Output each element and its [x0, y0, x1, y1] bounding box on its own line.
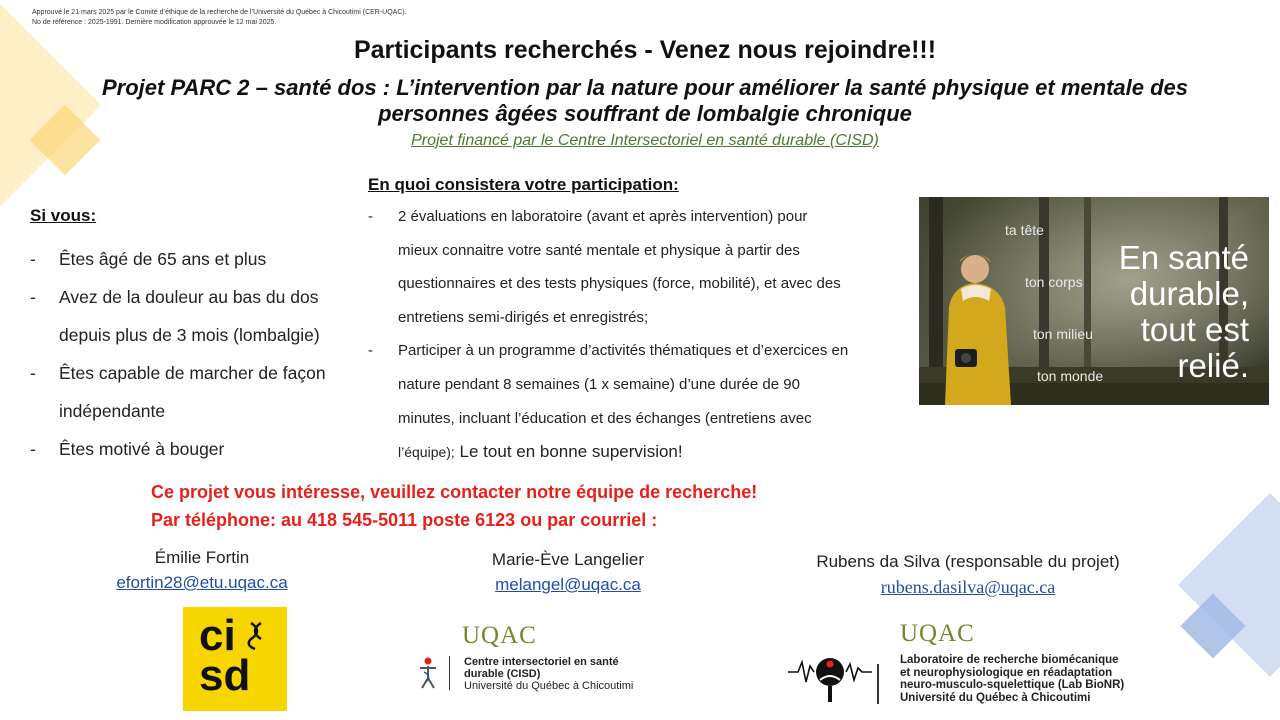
approval-line-1: Approuvé le 21 mars 2025 par le Comité d’éthique de la recherche de l’Université du Québec à Chicoutimi (CER-UQAC).	[32, 9, 407, 16]
dash-bullet: -	[30, 287, 36, 307]
list-item	[368, 435, 918, 470]
list-item-text: Avez de la douleur au bas du dos	[59, 287, 319, 307]
list-item-text: indépendante	[59, 401, 166, 421]
list-item-text: depuis plus de 3 mois (lombalgie)	[59, 325, 320, 345]
cisd-caption-line-1: Centre intersectoriel en santé	[464, 656, 619, 668]
funding-note: Projet financé par le Centre Intersectoriel en santé durable (CISD)	[411, 132, 879, 149]
list-item-text: 2 évaluations en laboratoire (avant et après intervention) pour	[398, 208, 808, 225]
list-item	[368, 234, 918, 268]
photo-slogan-line-1: En santé	[1118, 239, 1249, 276]
list-item	[30, 240, 360, 278]
list-item	[368, 301, 918, 335]
lab-caption-line-1: Laboratoire de recherche biomécanique	[900, 654, 1119, 666]
list-item-text: nature pendant 8 semaines (1 x semaine) d’une durée de 90	[398, 375, 800, 393]
list-item	[368, 267, 918, 301]
dash-bullet: -	[30, 439, 36, 459]
project-title-line-2: personnes âgées souffrant de lombalgie chronique	[378, 101, 912, 126]
photo-word-4: ton monde	[1037, 368, 1104, 384]
dash-bullet: -	[368, 342, 373, 360]
decorative-diamond-bottom-right	[1178, 493, 1280, 677]
person-name: Rubens da Silva (responsable du projet)	[816, 552, 1120, 571]
contact-callout	[151, 478, 757, 534]
list-item-text: minutes, incluant l’éducation et des échanges (entretiens avec	[398, 409, 812, 427]
dash-bullet: -	[368, 208, 373, 225]
contact-person-2	[458, 550, 678, 595]
cisd-figure-icon	[418, 656, 440, 690]
project-title-line-1: Projet PARC 2 – santé dos : L’intervention par la nature pour améliorer la santé physique et mentale des	[101, 75, 1189, 100]
list-item-text: Participer à un programme d’activités thématiques et d’exercices en	[398, 342, 849, 360]
photo-slogan-line-3: tout est	[1140, 311, 1249, 348]
participation-heading: En quoi consistera votre participation:	[368, 175, 679, 194]
page-title: Participants recherchés - Venez nous rejoindre!!!	[353, 36, 937, 64]
contact-person-3	[778, 552, 1158, 598]
cisd-logo	[183, 607, 287, 711]
email-link[interactable]: efortin28@etu.uqac.ca	[116, 573, 288, 592]
email-link[interactable]: melangel@uqac.ca	[495, 575, 641, 594]
list-item-text: Êtes capable de marcher de façon	[59, 363, 326, 383]
eligibility-list	[30, 240, 360, 468]
lab-caption-line-4: Université du Québec à Chicoutimi	[900, 691, 1091, 704]
list-item	[368, 368, 918, 402]
project-title	[60, 75, 1230, 127]
list-item-text: Êtes âgé de 65 ans et plus	[59, 249, 267, 269]
list-item	[30, 430, 360, 468]
uqac-wordmark: UQAC	[462, 622, 537, 649]
eligibility-heading: Si vous:	[30, 206, 97, 225]
email-link[interactable]: rubens.dasilva@uqac.ca	[880, 577, 1056, 597]
person-name: Marie-Ève Langelier	[491, 550, 645, 569]
person-name: Émilie Fortin	[154, 548, 250, 567]
list-item	[30, 392, 360, 430]
list-item	[368, 200, 918, 234]
list-item	[368, 334, 918, 368]
approval-line-2: No de référence : 2025-1991. Dernière modification approuvée le 12 mai 2025.	[32, 19, 277, 26]
dash-bullet: -	[30, 363, 36, 383]
contact-line-1: Ce projet vous intéresse, veuillez contacter notre équipe de recherche!	[151, 482, 758, 502]
photo-word-1: ta tête	[1005, 222, 1044, 238]
list-item-text: entretiens semi-dirigés et enregistrés;	[398, 308, 649, 326]
photo-word-2: ton corps	[1025, 274, 1083, 290]
ethics-approval-note	[32, 8, 407, 28]
lab-logo-caption	[900, 654, 1124, 704]
photo-slogan-line-4: relié.	[1177, 347, 1249, 384]
list-item	[368, 402, 918, 436]
dna-icon	[247, 621, 267, 651]
promo-photo	[919, 197, 1269, 405]
list-item	[30, 278, 360, 316]
list-item	[30, 316, 360, 354]
cisd-caption-line-3: Université du Québec à Chicoutimi	[464, 680, 634, 692]
list-item	[30, 354, 360, 392]
logo-divider	[877, 664, 879, 704]
contact-line-2: Par téléphone: au 418 545-5011 poste 6123 ou par courriel :	[151, 510, 658, 530]
uqac-cisd-logo	[418, 622, 658, 692]
photo-slogan-line-2: durable,	[1129, 275, 1249, 312]
lab-bionr-icon	[788, 650, 872, 706]
uqac-lab-bionr-logo	[788, 620, 1158, 710]
lab-caption-line-2: et neurophysiologique en réadaptation	[900, 666, 1113, 679]
lab-caption-line-3: neuro-musculo-squelettique (Lab BioNR)	[900, 679, 1125, 691]
participation-list	[368, 200, 918, 470]
cisd-logo-caption	[464, 656, 633, 692]
list-item-text: mieux connaitre votre santé mentale et physique à partir des	[398, 241, 800, 259]
dash-bullet: -	[30, 249, 36, 269]
forest-hiker-image	[919, 197, 1269, 405]
photo-word-3: ton milieu	[1033, 326, 1093, 342]
logo-divider	[449, 656, 450, 690]
cisd-logo-top-text: ci	[199, 611, 236, 660]
list-item-text: questionnaires et des tests physiques (force, mobilité), et avec des	[398, 275, 841, 293]
cisd-caption-line-2: durable (CISD)	[464, 668, 541, 680]
cisd-logo-bottom-text: sd	[199, 651, 251, 700]
list-item-text: Êtes motivé à bouger	[59, 439, 225, 459]
list-item-text: Le tout en bonne supervision!	[454, 442, 683, 462]
uqac-wordmark: UQAC	[900, 620, 975, 647]
contact-person-1	[92, 548, 312, 593]
list-item-text: l’équipe);	[398, 444, 455, 461]
